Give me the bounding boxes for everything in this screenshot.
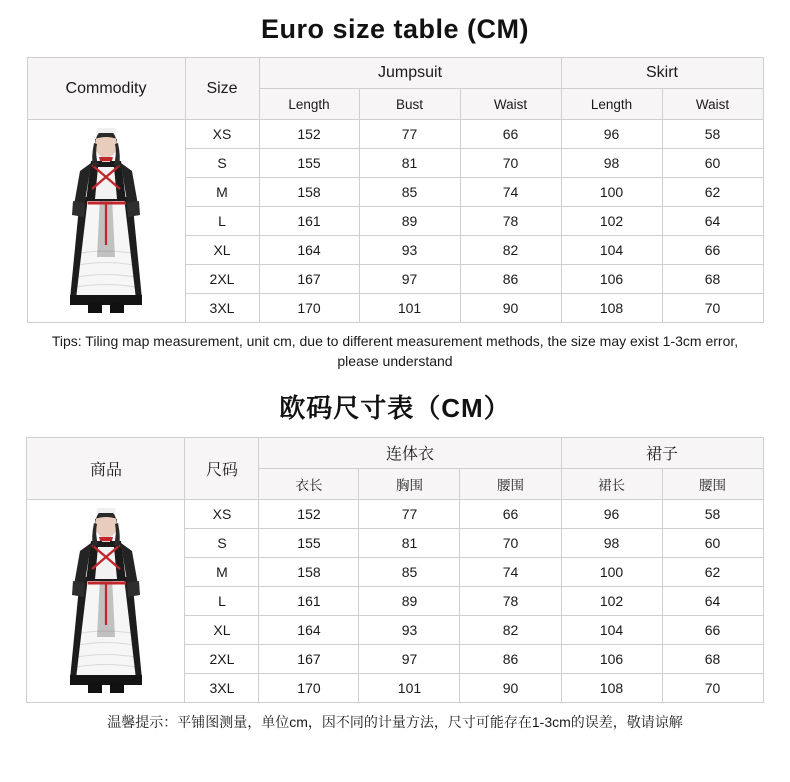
cell-skirt-waist: 60 bbox=[662, 528, 763, 557]
header-jumpsuit-waist: 腰围 bbox=[460, 468, 561, 499]
cell-size: XS bbox=[185, 120, 259, 149]
cell-skirt-length: 98 bbox=[561, 528, 662, 557]
header-jumpsuit-length: Length bbox=[259, 89, 359, 120]
cell-jumpsuit-waist: 86 bbox=[460, 265, 561, 294]
cell-skirt-length: 108 bbox=[561, 673, 662, 702]
header-jumpsuit-bust: 胸围 bbox=[359, 468, 460, 499]
size-table-euro bbox=[27, 57, 764, 323]
header-group-jumpsuit: 连体衣 bbox=[259, 437, 561, 468]
cell-skirt-length: 96 bbox=[561, 499, 662, 528]
cell-size: XL bbox=[185, 236, 259, 265]
cell-jumpsuit-length: 161 bbox=[259, 207, 359, 236]
cell-size: 3XL bbox=[185, 294, 259, 323]
cell-jumpsuit-length: 170 bbox=[259, 294, 359, 323]
header-size: Size bbox=[185, 58, 259, 120]
cell-skirt-length: 104 bbox=[561, 615, 662, 644]
cell-size: 3XL bbox=[185, 673, 259, 702]
cell-jumpsuit-bust: 89 bbox=[359, 207, 460, 236]
table-header-row-groups bbox=[27, 58, 763, 89]
cell-size: XL bbox=[185, 615, 259, 644]
cell-skirt-length: 100 bbox=[561, 178, 662, 207]
cell-size: L bbox=[185, 586, 259, 615]
cell-skirt-waist: 70 bbox=[662, 294, 763, 323]
cell-size: M bbox=[185, 557, 259, 586]
product-image bbox=[28, 127, 185, 315]
gothic-maid-dress-illustration bbox=[58, 127, 154, 315]
cell-jumpsuit-bust: 77 bbox=[359, 499, 460, 528]
cell-jumpsuit-length: 161 bbox=[259, 586, 359, 615]
header-skirt-length: 裙长 bbox=[561, 468, 662, 499]
cell-size: M bbox=[185, 178, 259, 207]
cell-jumpsuit-length: 164 bbox=[259, 615, 359, 644]
cell-jumpsuit-length: 170 bbox=[259, 673, 359, 702]
cell-jumpsuit-bust: 85 bbox=[359, 178, 460, 207]
page-title-cn: 欧码尺寸表（CM） bbox=[279, 392, 511, 423]
cell-skirt-length: 102 bbox=[561, 207, 662, 236]
cell-jumpsuit-waist: 66 bbox=[460, 120, 561, 149]
cell-jumpsuit-length: 152 bbox=[259, 120, 359, 149]
cell-jumpsuit-length: 164 bbox=[259, 236, 359, 265]
product-image bbox=[27, 507, 184, 695]
product-image-cell bbox=[27, 499, 185, 702]
cell-skirt-length: 104 bbox=[561, 236, 662, 265]
header-jumpsuit-waist: Waist bbox=[460, 89, 561, 120]
cell-skirt-waist: 62 bbox=[662, 178, 763, 207]
page-title-euro: Euro size table (CM) bbox=[260, 14, 530, 44]
cell-skirt-length: 106 bbox=[561, 265, 662, 294]
header-skirt-waist: Waist bbox=[662, 89, 763, 120]
cell-jumpsuit-bust: 101 bbox=[359, 294, 460, 323]
size-table-cn bbox=[26, 437, 763, 703]
header-jumpsuit-length: 衣长 bbox=[259, 468, 359, 499]
header-commodity: 商品 bbox=[27, 437, 185, 499]
cell-skirt-length: 102 bbox=[561, 586, 662, 615]
cell-jumpsuit-length: 167 bbox=[259, 644, 359, 673]
cell-jumpsuit-waist: 74 bbox=[460, 178, 561, 207]
cell-jumpsuit-waist: 86 bbox=[460, 644, 561, 673]
header-group-skirt: 裙子 bbox=[561, 437, 763, 468]
tips-cn: 温馨提示：平铺图测量，单位cm，因不同的计量方法，尺寸可能存在1-3cm的误差，敬请谅解 bbox=[107, 713, 683, 730]
header-group-jumpsuit: Jumpsuit bbox=[259, 58, 561, 89]
table-row bbox=[27, 120, 763, 149]
gothic-maid-dress-illustration bbox=[58, 507, 154, 695]
cell-jumpsuit-length: 155 bbox=[259, 528, 359, 557]
cell-size: L bbox=[185, 207, 259, 236]
cell-jumpsuit-bust: 93 bbox=[359, 236, 460, 265]
header-skirt-waist: 腰围 bbox=[662, 468, 763, 499]
cell-jumpsuit-bust: 81 bbox=[359, 528, 460, 557]
cell-jumpsuit-waist: 78 bbox=[460, 207, 561, 236]
tips-euro: Tips: Tiling map measurement, unit cm, due to different measurement methods, the size may exist 1-3cm error, please understand bbox=[51, 333, 739, 370]
cell-skirt-length: 98 bbox=[561, 149, 662, 178]
cell-skirt-waist: 62 bbox=[662, 557, 763, 586]
cell-size: 2XL bbox=[185, 644, 259, 673]
cell-jumpsuit-bust: 97 bbox=[359, 644, 460, 673]
header-size: 尺码 bbox=[185, 437, 259, 499]
cell-jumpsuit-bust: 93 bbox=[359, 615, 460, 644]
cell-jumpsuit-bust: 89 bbox=[359, 586, 460, 615]
cell-skirt-length: 106 bbox=[561, 644, 662, 673]
cell-skirt-waist: 58 bbox=[662, 120, 763, 149]
cell-jumpsuit-waist: 74 bbox=[460, 557, 561, 586]
cell-jumpsuit-length: 158 bbox=[259, 557, 359, 586]
cell-jumpsuit-waist: 82 bbox=[460, 236, 561, 265]
cell-jumpsuit-waist: 78 bbox=[460, 586, 561, 615]
cell-skirt-waist: 68 bbox=[662, 644, 763, 673]
cell-jumpsuit-length: 152 bbox=[259, 499, 359, 528]
cell-jumpsuit-bust: 77 bbox=[359, 120, 460, 149]
cell-skirt-waist: 70 bbox=[662, 673, 763, 702]
cell-skirt-waist: 66 bbox=[662, 615, 763, 644]
cell-size: S bbox=[185, 528, 259, 557]
cell-jumpsuit-bust: 101 bbox=[359, 673, 460, 702]
cell-jumpsuit-waist: 66 bbox=[460, 499, 561, 528]
cell-skirt-waist: 68 bbox=[662, 265, 763, 294]
cell-size: 2XL bbox=[185, 265, 259, 294]
cell-jumpsuit-length: 167 bbox=[259, 265, 359, 294]
header-skirt-length: Length bbox=[561, 89, 662, 120]
cell-jumpsuit-bust: 85 bbox=[359, 557, 460, 586]
cell-size: XS bbox=[185, 499, 259, 528]
header-commodity: Commodity bbox=[27, 58, 185, 120]
cell-jumpsuit-bust: 97 bbox=[359, 265, 460, 294]
table-row bbox=[27, 499, 763, 528]
product-image-cell bbox=[27, 120, 185, 323]
cell-jumpsuit-waist: 90 bbox=[460, 294, 561, 323]
table-header-row-groups bbox=[27, 437, 763, 468]
cell-skirt-length: 100 bbox=[561, 557, 662, 586]
cell-skirt-waist: 58 bbox=[662, 499, 763, 528]
cell-jumpsuit-bust: 81 bbox=[359, 149, 460, 178]
cell-jumpsuit-waist: 82 bbox=[460, 615, 561, 644]
cell-size: S bbox=[185, 149, 259, 178]
header-group-skirt: Skirt bbox=[561, 58, 763, 89]
cell-skirt-waist: 66 bbox=[662, 236, 763, 265]
cell-skirt-waist: 64 bbox=[662, 586, 763, 615]
cell-jumpsuit-waist: 70 bbox=[460, 149, 561, 178]
cell-jumpsuit-length: 158 bbox=[259, 178, 359, 207]
cell-skirt-waist: 60 bbox=[662, 149, 763, 178]
header-jumpsuit-bust: Bust bbox=[359, 89, 460, 120]
cell-jumpsuit-waist: 90 bbox=[460, 673, 561, 702]
cell-jumpsuit-waist: 70 bbox=[460, 528, 561, 557]
cell-skirt-length: 108 bbox=[561, 294, 662, 323]
cell-skirt-waist: 64 bbox=[662, 207, 763, 236]
cell-jumpsuit-length: 155 bbox=[259, 149, 359, 178]
cell-skirt-length: 96 bbox=[561, 120, 662, 149]
